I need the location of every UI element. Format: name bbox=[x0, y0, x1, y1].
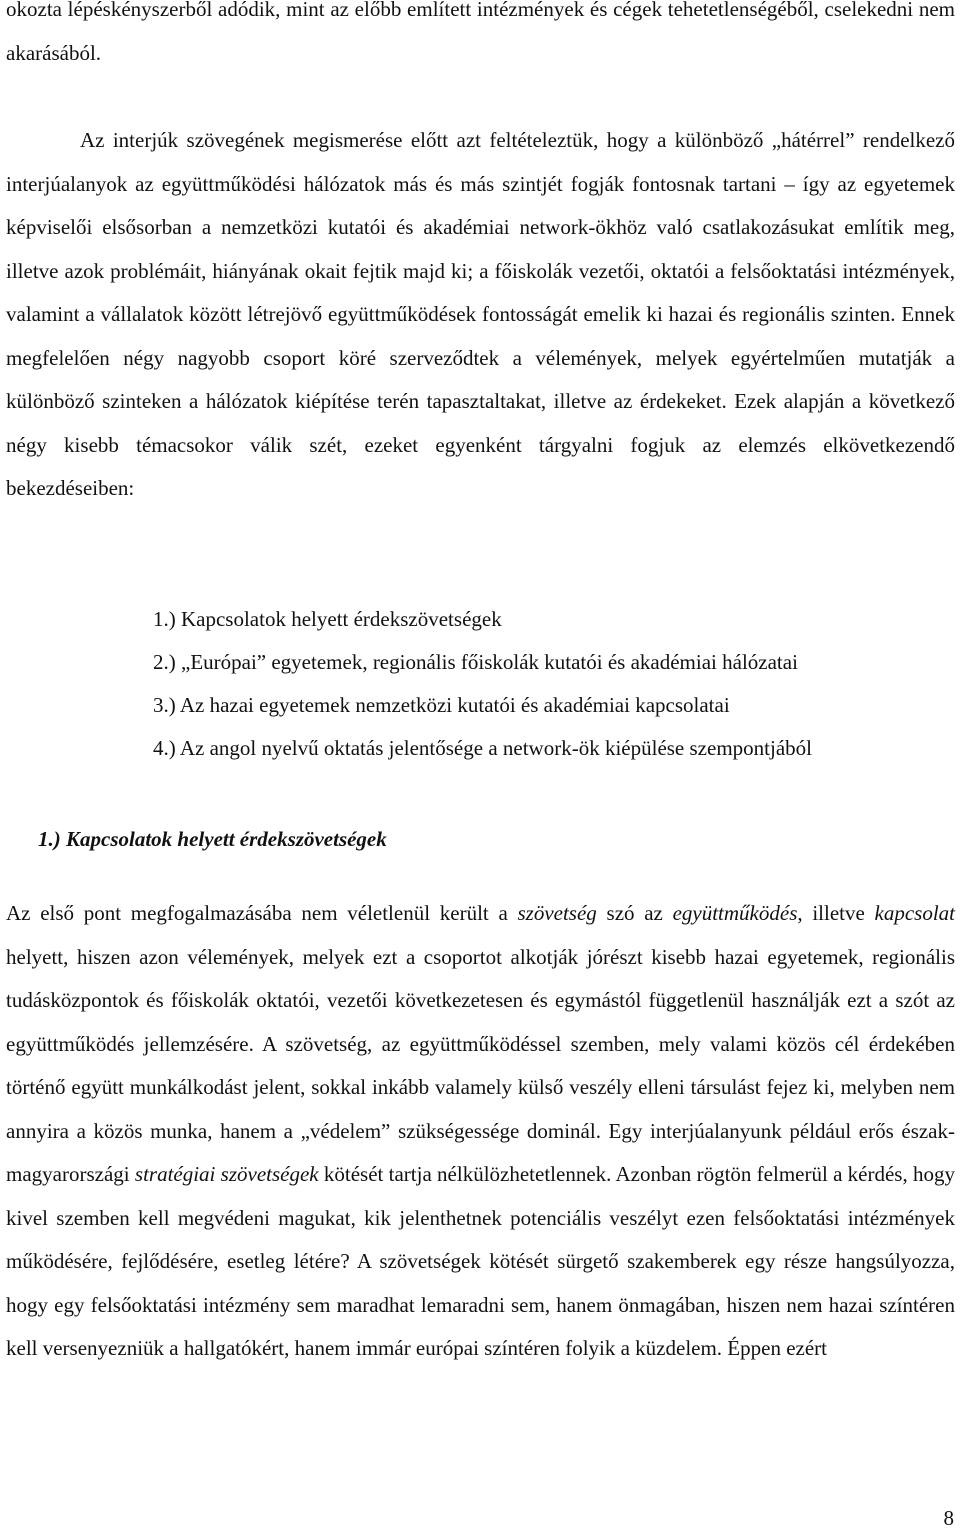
page-number: 8 bbox=[943, 1506, 954, 1530]
topic-list bbox=[153, 598, 953, 770]
topic-item: 4.) Az angol nyelvű oktatás jelentősége a network-ök kiépülése szempontjából bbox=[153, 736, 812, 760]
topic-item: 3.) Az hazai egyetemek nemzetközi kutatói és akadémiai kapcsolatai bbox=[153, 693, 730, 717]
continued-paragraph: okozta lépéskényszerből adódik, mint az előbb említett intézmények és cégek tehetetlenségéből, cselekedni nem akarásából. bbox=[6, 0, 955, 65]
italic-term: együttműködés bbox=[672, 901, 798, 925]
section-heading: 1.) Kapcsolatok helyett érdekszövetségek bbox=[38, 827, 387, 851]
topic-item: 2.) „Európai” egyetemek, regionális főiskolák kutatói és akadémiai hálózatai bbox=[153, 650, 798, 674]
intro-paragraph: Az interjúk szövegének megismerése előtt azt feltételeztük, hogy a különböző „hátérrel” rendelkező interjúalanyok az együttműködési hálózatok más és más szintjét fogják fontosnak tartani – így az egyetemek képviselői elsősorban a nemzetközi kutatói és akadémiai network-ökhöz való csatlakozásukat említik meg, illetve azok problémáit, hiányának okait fejtik majd ki; a főiskolák vezetői, oktatói a felsőoktatási intézmények, valamint a vállalatok között létrejövő együttműködések fontosságát emelik ki hazai és regionális szinten. Ennek megfelelően négy nagyobb csoport köré szerveződtek a vélemények, melyek egyértelműen mutatják a különböző szinteken a hálózatok kiépítése terén tapasztaltakat, illetve az érdekeket. Ezek alapján a következő négy kisebb témacsokor válik szét, ezeket egyenként tárgyalni fogjuk az elemzés elkövetkezendő bekezdéseiben: bbox=[6, 128, 955, 500]
italic-term: szövetség bbox=[517, 901, 597, 925]
body-paragraph bbox=[6, 892, 955, 1371]
text-run: kötését tartja nélkülözhetetlennek. Azonban rögtön felmerül a kérdés, hogy kivel szemben kell megvédeni magukat, kik jelenthetnek potenciális veszélyt ezen felsőoktatási intézmények működésére, fejlődésére, esetleg létére? A szövetségek kötését sürgető szakemberek egy része hangsúlyozza, hogy egy felsőoktatási intézmény sem maradhat lemaradni sem, hanem önmagában, hiszen nem hazai színtéren kell versenyezniük a hallgatókért, hanem immár európai színtéren folyik a küzdelem. Éppen ezért bbox=[6, 1162, 955, 1360]
topic-item: 1.) Kapcsolatok helyett érdekszövetségek bbox=[153, 607, 502, 631]
text-run: , illetve bbox=[797, 901, 875, 925]
italic-term: kapcsolat bbox=[874, 901, 956, 925]
text-run: helyett, hiszen azon vélemények, melyek ezt a csoportot alkotják jórészt kisebb hazai egyetemek, regionális tudásközpontok és főiskolák oktatói, vezetői következetesen és egymástól függetlenül használják ezt a szót az együttműködés jellemzésére. A szövetség, az együttműködéssel szemben, mely valami közös cél érdekében történő együtt munkálkodást jelent, sokkal inkább valamely külső veszély elleni társulást fejez ki, melyben nem annyira a közös munka, hanem a „védelem” szükségessége dominál. Egy interjúalanyunk például erős észak-magyarországi bbox=[6, 944, 955, 1186]
text-run: szó az bbox=[596, 901, 673, 925]
italic-term: stratégiai szövetségek bbox=[134, 1162, 319, 1186]
text-run: Az első pont megfogalmazásába nem véletlenül került a bbox=[6, 901, 518, 925]
